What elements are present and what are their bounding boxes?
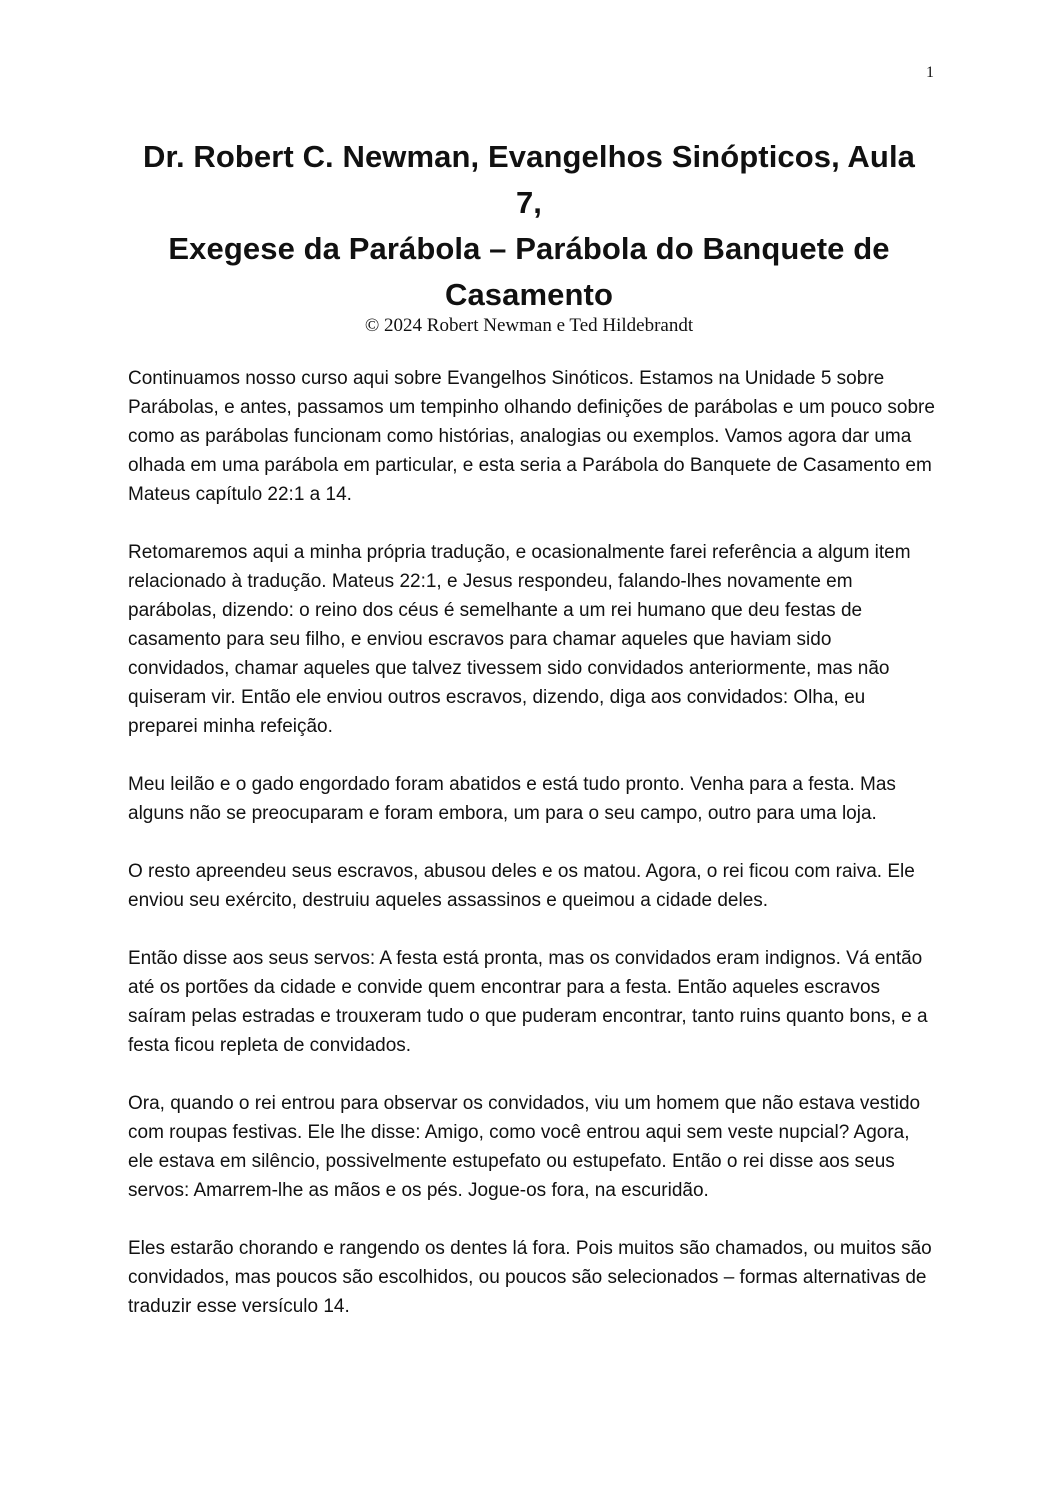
paragraph: Meu leilão e o gado engordado foram abatidos e está tudo pronto. Venha para a festa. Mas alguns não se preocuparam e foram embora, um para o seu campo, outro para uma loja. bbox=[128, 774, 896, 824]
title-line: Exegese da Parábola – Parábola do Banquete de bbox=[168, 231, 890, 266]
paragraph: Retomaremos aqui a minha própria tradução, e ocasionalmente farei referência a algum item relacionado à tradução. Mateus 22:1, e Jesus respondeu, falando-lhes novamente em parábolas, dizendo: o reino dos céus é semelhante a um rei humano que deu festas de casamento para seu filho, e enviou escravos para chamar aqueles que haviam sido convidados, chamar aqueles que talvez tivessem sido convidados anteriormente, mas não quiseram vir. Então ele enviou outros escravos, dizendo, diga aos convidados: Olha, eu preparei minha refeição. bbox=[128, 542, 911, 737]
paragraph: Continuamos nosso curso aqui sobre Evangelhos Sinóticos. Estamos na Unidade 5 sobre Parábolas, e antes, passamos um tempinho olhando definições de parábolas e um pouco sobre como as parábolas funcionam como histórias, analogias ou exemplos. Vamos agora dar uma olhada em uma parábola em particular, e esta seria a Parábola do Banquete de Casamento em Mateus capítulo 22:1 a 14. bbox=[128, 368, 935, 505]
paragraph: Então disse aos seus servos: A festa está pronta, mas os convidados eram indignos. Vá então até os portões da cidade e convide quem encontrar para a festa. Então aqueles escravos saíram pelas estradas e trouxeram tudo o que puderam encontrar, tanto ruins quanto bons, e a festa ficou repleta de convidados. bbox=[128, 948, 928, 1056]
title-line: Dr. Robert C. Newman, Evangelhos Sinópticos, Aula bbox=[143, 139, 915, 174]
copyright-line: © 2024 Robert Newman e Ted Hildebrandt bbox=[364, 315, 694, 336]
title-line: 7, bbox=[515, 185, 543, 220]
page-number: 1 bbox=[926, 64, 934, 81]
paragraph: O resto apreendeu seus escravos, abusou deles e os matou. Agora, o rei ficou com raiva. Ele enviou seu exército, destruiu aqueles assassinos e queimou a cidade deles. bbox=[128, 861, 915, 911]
body-text bbox=[128, 364, 936, 1350]
title-block bbox=[120, 134, 938, 338]
document-title bbox=[120, 134, 938, 318]
paragraph: Eles estarão chorando e rangendo os dentes lá fora. Pois muitos são chamados, ou muitos são convidados, mas poucos são escolhidos, ou poucos são selecionados – formas alternativas de traduzir esse versículo 14. bbox=[128, 1238, 932, 1317]
title-line: Casamento bbox=[444, 277, 613, 312]
paragraph: Ora, quando o rei entrou para observar os convidados, viu um homem que não estava vestido com roupas festivas. Ele lhe disse: Amigo, como você entrou aqui sem veste nupcial? Agora, ele estava em silêncio, possivelmente estupefato ou estupefato. Então o rei disse aos seus servos: Amarrem-lhe as mãos e os pés. Jogue-os fora, na escuridão. bbox=[128, 1093, 921, 1201]
